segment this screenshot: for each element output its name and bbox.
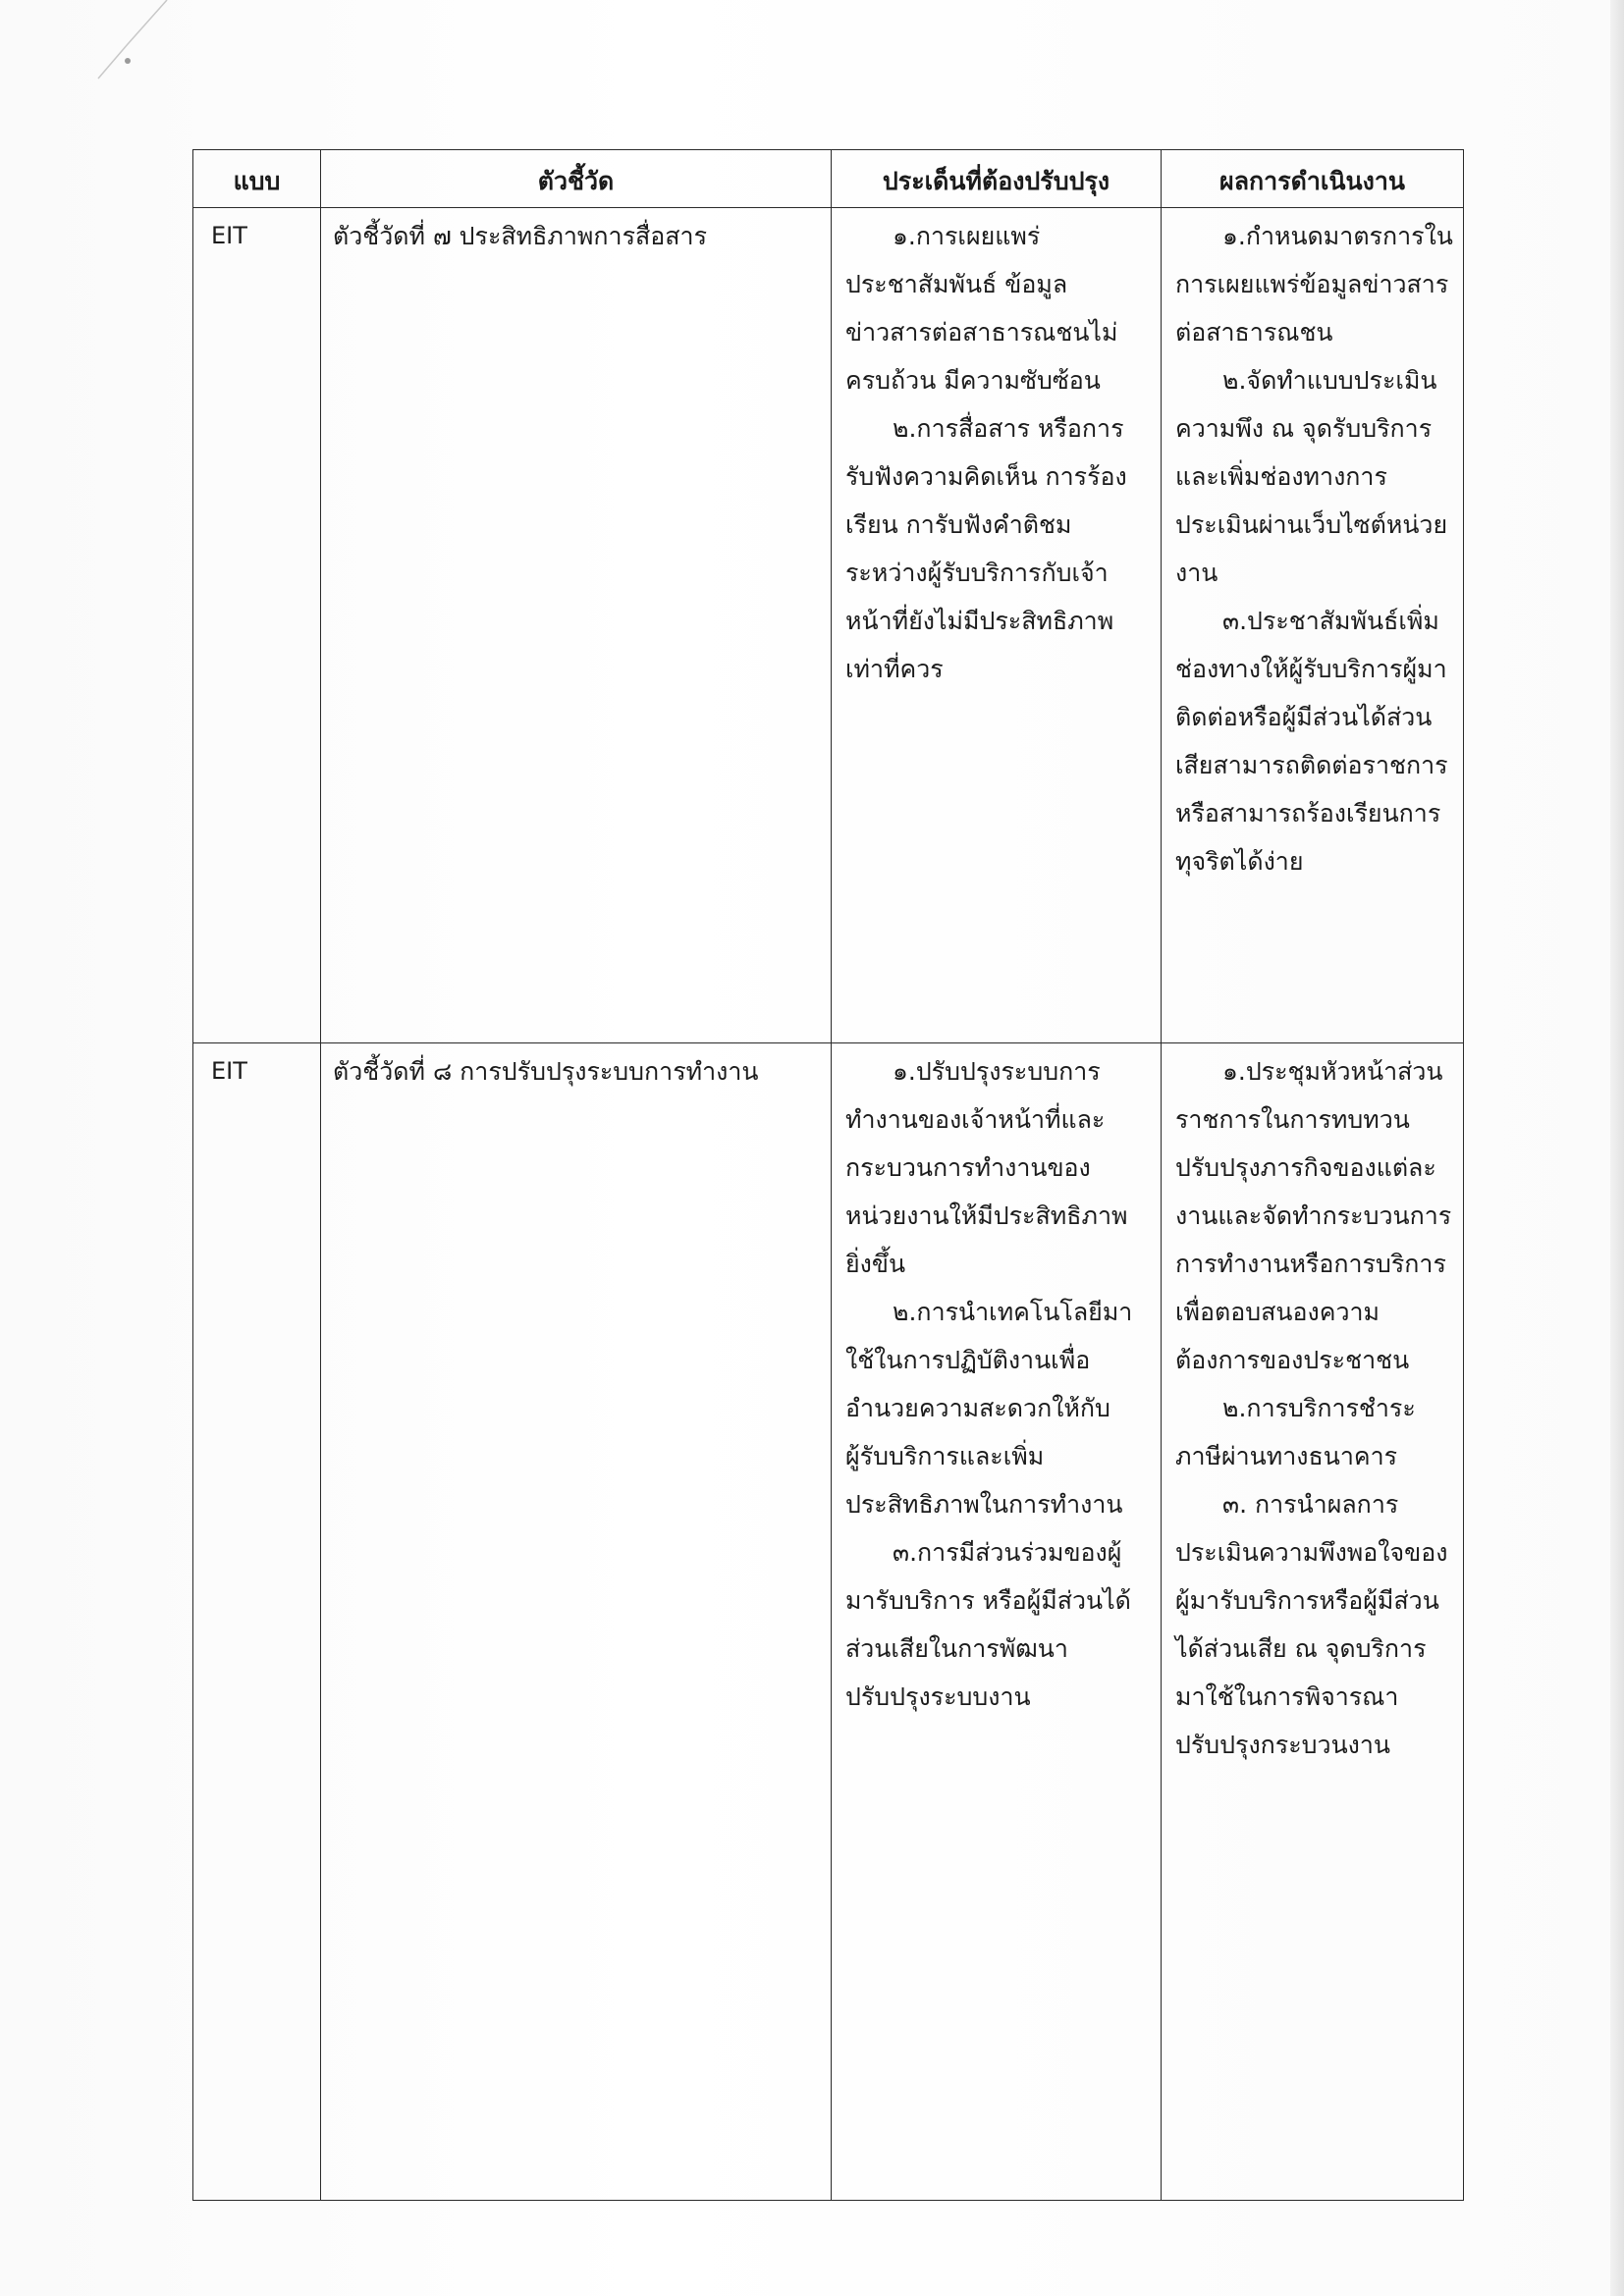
table-header-row — [193, 150, 1464, 208]
header-results: ผลการดำเนินงาน — [1162, 150, 1464, 208]
scan-corner-mark — [59, 0, 177, 88]
result-item: ๓.ประชาสัมพันธ์เพิ่มช่องทางให้ผู้รับบริการผู้มาติดต่อหรือผู้มีส่วนได้ส่วนเสียสามารถติดต่อราชการหรือสามารถร้องเรียนการทุจริตได้ง่าย — [1175, 607, 1448, 876]
cell-issues — [832, 208, 1162, 1043]
header-type: แบบ — [193, 150, 321, 208]
table-row — [193, 1043, 1464, 2201]
issue-item: ๓.การมีส่วนร่วมของผู้มารับบริการ หรือผู้มีส่วนได้ส่วนเสียในการพัฒนาปรับปรุงระบบงาน — [845, 1538, 1131, 1711]
header-indicator: ตัวชี้วัด — [321, 150, 832, 208]
issue-item: ๑.ปรับปรุงระบบการทำงานของเจ้าหน้าที่และกระบวนการทำงานของหน่วยงานให้มีประสิทธิภาพยิ่งขึ้น — [845, 1057, 1128, 1278]
table-row — [193, 208, 1464, 1043]
indicator-label: ตัวชี้วัดที่ ๗ ประสิทธิภาพการสื่อสาร — [333, 222, 708, 250]
cell-results — [1162, 208, 1464, 1043]
cell-type — [193, 1043, 321, 2201]
cell-issues — [832, 1043, 1162, 2201]
scan-edge-shadow — [1610, 0, 1624, 2296]
result-item: ๑.ประชุมหัวหน้าส่วนราชการในการทบทวนปรับปรุงภารกิจของแต่ละงานและจัดทำกระบวนการการทำงานหรือการบริการเพื่อตอบสนองความต้องการของประชาชน — [1175, 1057, 1452, 1374]
issue-item: ๑.การเผยแพร่ประชาสัมพันธ์ ข้อมูลข่าวสารต่อสาธารณชนไม่ครบถ้วน มีความซับซ้อน — [845, 222, 1118, 395]
issue-item: ๒.การนำเทคโนโลยีมาใช้ในการปฏิบัติงานเพื่ออำนวยความสะดวกให้กับผู้รับบริการและเพิ่มประสิทธิภาพในการทำงาน — [845, 1298, 1133, 1519]
indicator-label: ตัวชี้วัดที่ ๘ การปรับปรุงระบบการทำงาน — [333, 1057, 759, 1086]
indicator-table — [192, 149, 1464, 2201]
result-item: ๑.กำหนดมาตรการในการเผยแพร่ข้อมูลข่าวสารต่อสาธารณชน — [1175, 222, 1453, 347]
issue-item: ๒.การสื่อสาร หรือการรับฟังความคิดเห็น การร้องเรียน การับฟังคำติชมระหว่างผู้รับบริการกับเจ้าหน้าที่ยังไม่มีประสิทธิภาพเท่าที่ควร — [845, 414, 1127, 683]
cell-type — [193, 208, 321, 1043]
type-label: EIT — [211, 222, 247, 249]
result-item: ๒.การบริการชำระภาษีผ่านทางธนาคาร — [1175, 1394, 1416, 1470]
result-item: ๓. การนำผลการประเมินความพึงพอใจของผู้มารับบริการหรือผู้มีส่วนได้ส่วนเสีย ณ จุดบริการ มาใช้ในการพิจารณาปรับปรุงกระบวนงาน — [1175, 1490, 1448, 1759]
result-item: ๒.จัดทำแบบประเมินความพึง ณ จุดรับบริการ และเพิ่มช่องทางการประเมินผ่านเว็บไซต์หน่วยงาน — [1175, 366, 1448, 587]
cell-indicator — [321, 208, 832, 1043]
type-label: EIT — [211, 1057, 247, 1085]
header-issues: ประเด็นที่ต้องปรับปรุง — [832, 150, 1162, 208]
cell-indicator — [321, 1043, 832, 2201]
cell-results — [1162, 1043, 1464, 2201]
